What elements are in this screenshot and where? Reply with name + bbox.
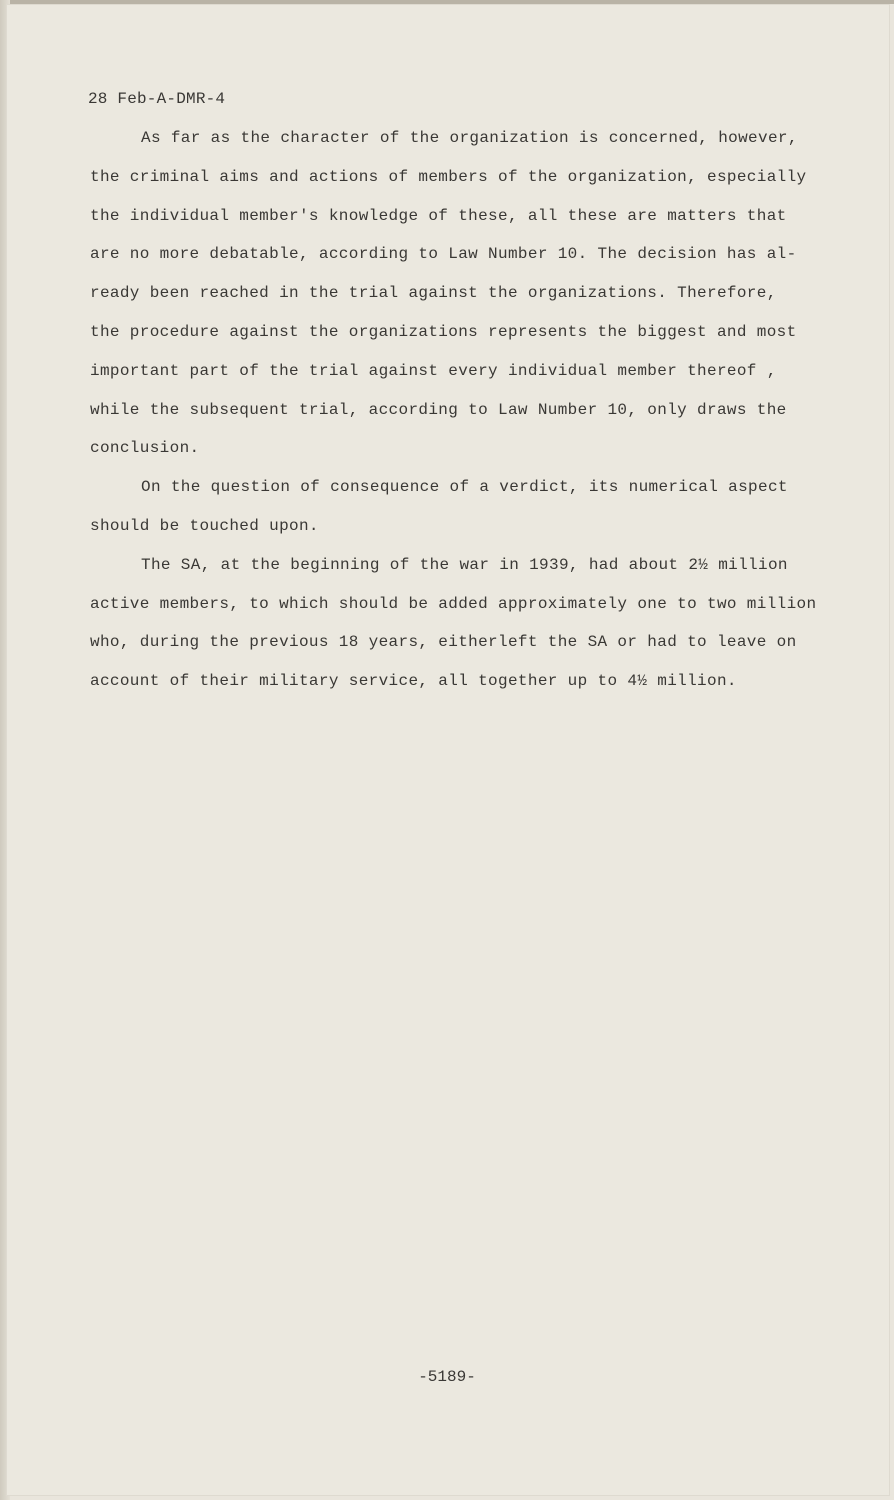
text-line: the individual member's knowledge of these, all these are matters that [90,206,787,225]
page-number: -5189- [418,1368,476,1386]
paragraph-3 [90,546,817,701]
document-body [90,119,817,701]
text-line: On the question of consequence of a verdict, its numerical aspect [141,478,788,497]
text-line: should be touched upon. [90,516,319,535]
text-line: are no more debatable, according to Law Number 10. The decision has al- [90,245,797,264]
text-line: ready been reached in the trial against the organizations. Therefore, [90,284,777,303]
text-line: who, during the previous 18 years, eitherleft the SA or had to leave on [90,633,797,652]
text-line: the procedure against the organizations represents the biggest and most [90,322,797,341]
paragraph-2 [90,468,810,546]
text-line: As far as the character of the organization is concerned, however, [141,129,798,147]
text-line: conclusion. [90,439,200,458]
text-line: the criminal aims and actions of members of the organization, especially [90,167,807,186]
paragraph-1 [90,119,810,468]
text-line: account of their military service, all together up to 4½ million. [90,672,737,691]
text-line: The SA, at the beginning of the war in 1939, had about 2½ million [141,555,788,574]
text-line: while the subsequent trial, according to Law Number 10, only draws the [90,400,787,419]
document-header: 28 Feb-A-DMR-4 [88,90,226,108]
text-line: active members, to which should be added approximately one to two million [90,594,817,613]
text-line: important part of the trial against every individual member thereof , [90,361,777,380]
